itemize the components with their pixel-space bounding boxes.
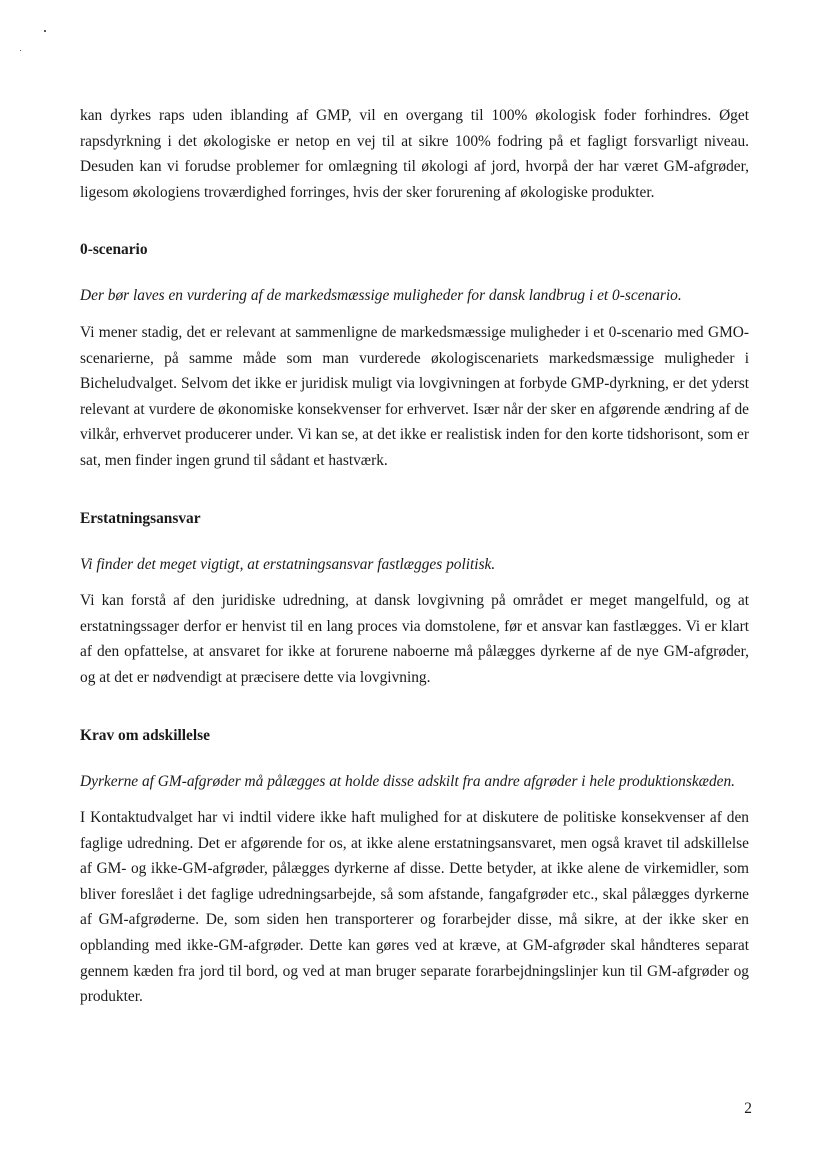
section-heading: Krav om adskillelse [80,726,210,744]
section-summary: Vi finder det meget vigtigt, at erstatningsansvar fastlægges politisk. [80,555,496,573]
page-number: 2 [744,1100,752,1117]
section-krav-om-adskillelse [80,723,749,1010]
section-body: I Kontaktudvalget har vi indtil videre ikke haft mulighed for at diskutere de politiske konsekvenser af den faglige udredning. Det er afgørende for os, at ikke alene erstatningsansvaret, men også kravet til adskillelse af GM- og ikke-GM-afgrøder, pålægges dyrkerne af disse. Dette betyder, at ikke alene de virkemidler, som bliver foreslået i det faglige udredningsarbejde, så som afstande, fangafgrøder etc., skal pålægges dyrkerne af GM-afgrøderne. De, som siden hen transporterer og forarbejder disse, må sikre, at der ikke sker en opblanding med ikke-GM-afgrøder. Dette kan gøres ved at kræve, at GM-afgrøder skal håndteres separat gennem kæden fra jord til bord, og ved at man bruger separate forarbejdningslinjer kun til GM-afgrøder og produkter. [80,809,749,1006]
intro-paragraph: kan dyrkes raps uden iblanding af GMP, vil en overgang til 100% økologisk foder forhindres. Øget rapsdyrkning i det økologiske er netop en vej til at sikre 100% fodring på et fagligt forsvarligt niveau. Desuden kan vi forudse problemer for omlægning til økologi af jord, hvorpå der har været GM-afgrøder, ligesom økologiens troværdighed forringes, hvis der sker forurening af økologiske produkter. [80,107,749,201]
scan-speck [44,30,46,32]
section-summary: Der bør laves en vurdering af de markedsmæssige muligheder for dansk landbrug i et 0-scenario. [80,287,682,305]
section-0-scenario [80,237,749,473]
section-body: Vi kan forstå af den juridiske udredning, at dansk lovgivning på området er meget mangelfuld, og at erstatningssager derfor er henvist til en lang proces via domstolene, før et ansvar kan fastlægges. Vi er klart af den opfattelse, at ansvaret for ikke at forurene naboerne må pålægges dyrkerne af de nye GM-afgrøder, og at det er nødvendigt at præcisere dette via lovgivning. [80,592,749,686]
section-heading: 0-scenario [80,241,148,259]
section-heading: Erstatningsansvar [80,509,201,527]
section-summary: Dyrkerne af GM-afgrøder må pålægges at holde disse adskilt fra andre afgrøder i hele produktionskæden. [80,772,736,790]
section-erstatningsansvar [80,506,749,691]
document-body [80,103,749,1010]
section-body: Vi mener stadig, det er relevant at sammenligne de markedsmæssige muligheder i et 0-scenario med GMO-scenarierne, på samme måde som man vurderede økologiscenariets markedsmæssige muligheder i Bicheludvalget. Selvom det ikke er juridisk muligt via lovgivningen at forbyde GMP-dyrkning, er det yderst relevant at vurdere de økonomiske konsekvenser for erhvervet. Især når der sker en afgørende ændring af de vilkår, erhvervet producerer under. Vi kan se, at det ikke er realistisk inden for den korte tidshorisont, som er sat, men finder ingen grund til sådant et hastværk. [80,323,749,469]
scan-speck [20,50,21,51]
